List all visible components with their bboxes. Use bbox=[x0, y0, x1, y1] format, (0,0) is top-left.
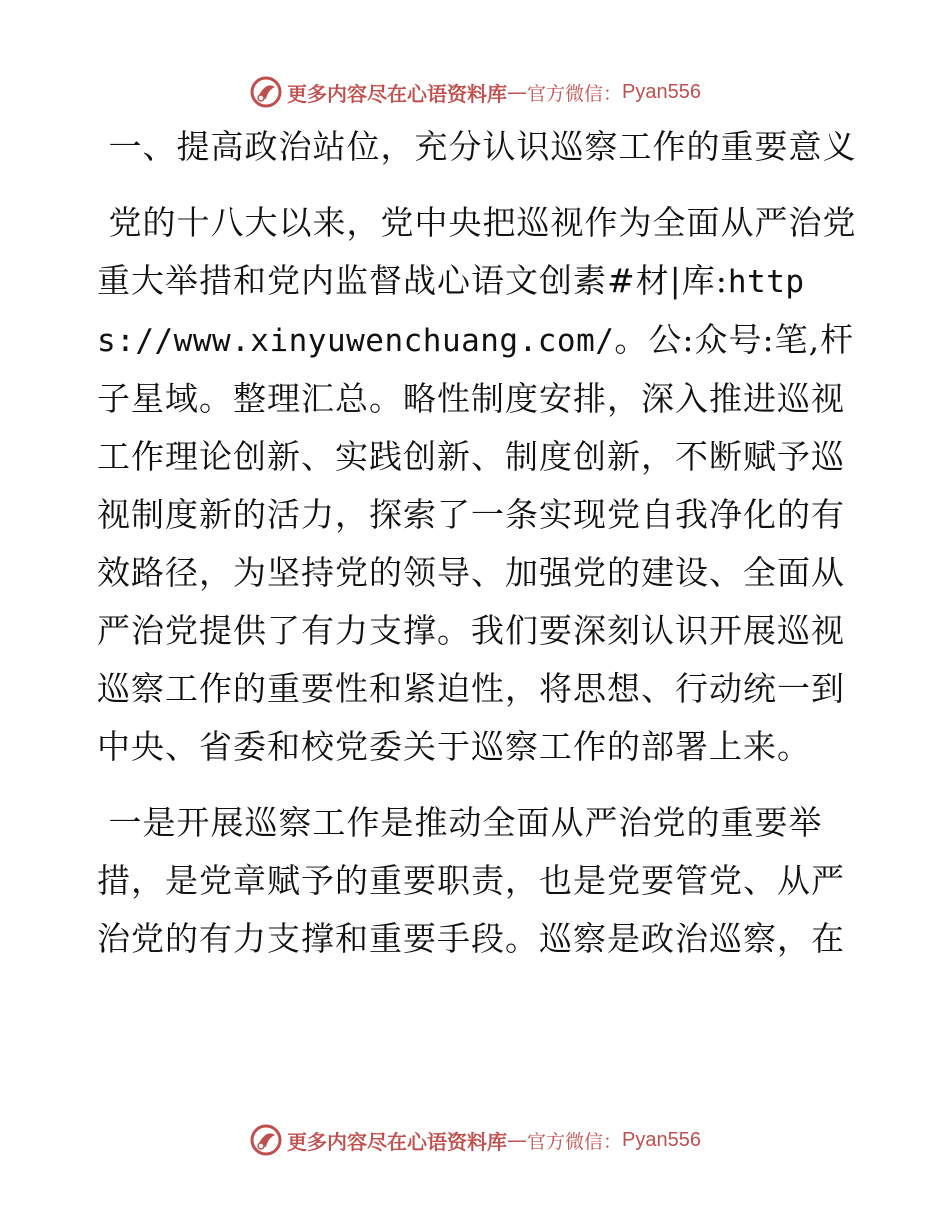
footer-watermark bbox=[0, 1120, 950, 1160]
banner-wechat-label: 官方微信： bbox=[527, 1130, 623, 1153]
paragraph-1 bbox=[97, 194, 857, 776]
paragraph-1-text-b: 。公:众号:笔,杆子星域。整理汇总。略性制度安排，深入推进巡视工作理论创新、实践创新、制度创新，不断赋予巡视制度新的活力，探索了一条实现党自我净化的有效路径，为坚持党的领导、加强党的建设、全面从严治党提供了有力支撑。我们要深刻认识开展巡视巡察工作的重要性和紧迫性，将思想、行动统一到中央、省委和校党委关于巡察工作的部署上来。 bbox=[97, 320, 855, 766]
banner-wechat-id: Pyan556 bbox=[622, 80, 701, 103]
header-watermark bbox=[0, 72, 950, 112]
banner-separator: — bbox=[507, 80, 527, 104]
banner-separator: — bbox=[507, 1128, 527, 1152]
section-heading: 一、提高政治站位，充分认识巡察工作的重要意义 bbox=[97, 127, 857, 166]
banner-title: 更多内容尽在心语资料库 bbox=[287, 81, 507, 106]
banner-wechat-id: Pyan556 bbox=[622, 1128, 701, 1151]
document-body bbox=[97, 118, 857, 986]
logo-icon bbox=[249, 1123, 283, 1157]
banner-title: 更多内容尽在心语资料库 bbox=[287, 1129, 507, 1154]
logo-icon bbox=[249, 75, 283, 109]
banner-wechat-label: 官方微信： bbox=[527, 82, 623, 105]
paragraph-1-text-a: 党的十八大以来，党中央把巡视作为全面从严治党重大举措和党内监督战心语文创素#材|库: bbox=[97, 203, 857, 300]
website-url: https://www.xinyuwenchuang.com/ bbox=[97, 264, 805, 359]
paragraph-2: 一是开展巡察工作是推动全面从严治党的重要举措，是党章赋予的重要职责，也是党要管党、从严治党的有力支撑和重要手段。巡察是政治巡察，在 bbox=[97, 803, 845, 958]
